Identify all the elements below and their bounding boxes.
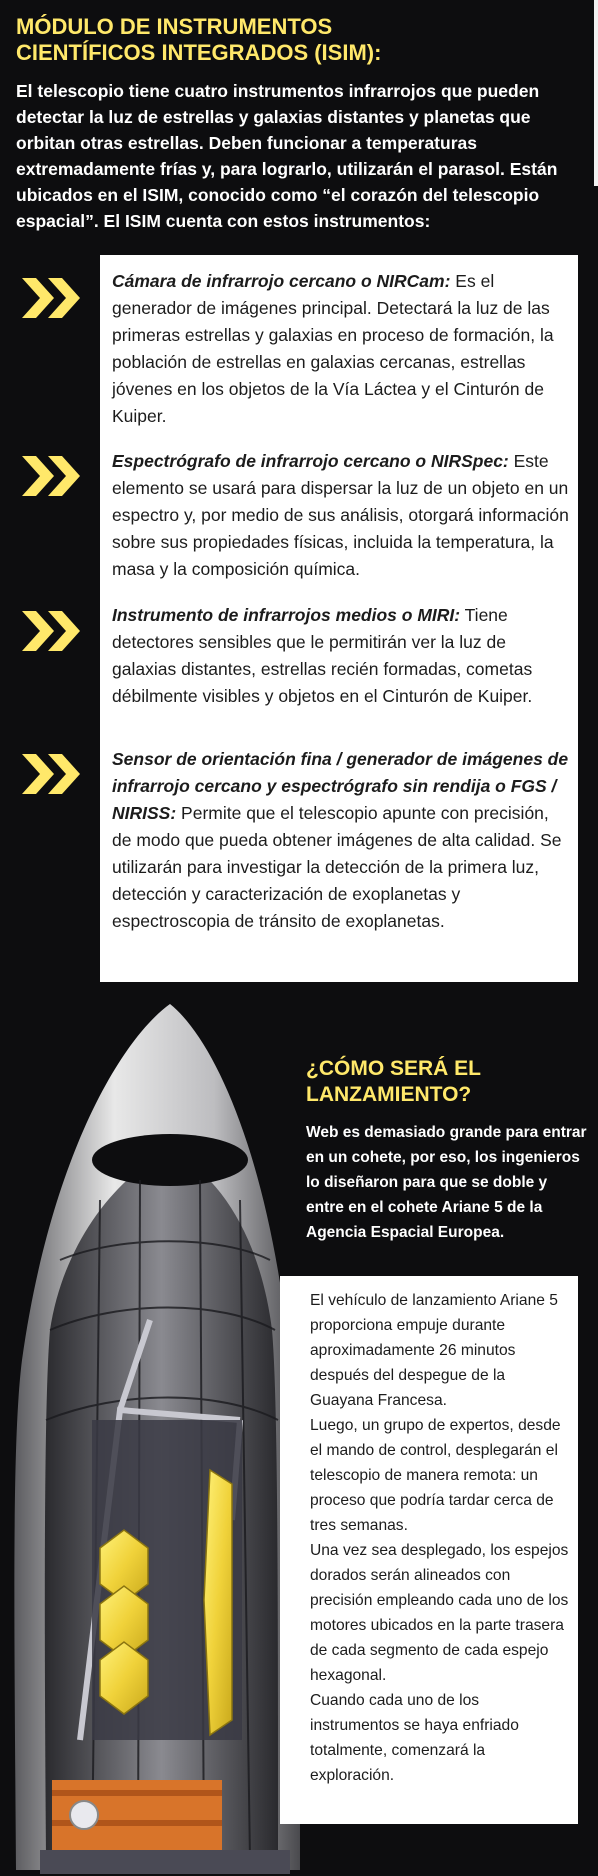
instrument-fgs-niriss [112, 746, 570, 935]
launch-paragraph: Cuando cada uno de los instrumentos se haya enfriado totalmente, comenzará la exploración. [310, 1692, 519, 1784]
launch-paragraph: El vehículo de lanzamiento Ariane 5 proporciona empuje durante aproximadamente 26 minutos después del despegue de la Guayana Francesa. [310, 1292, 558, 1409]
launch-title-line1: ¿CÓMO SERÁ EL [306, 1057, 482, 1080]
double-chevron-right-icon [20, 750, 86, 798]
instrument-name: Sensor de orientación fina / generador de imágenes de infrarrojo cercano y espectrógrafo sin rendija o FGS / NIRISS: [112, 749, 569, 823]
isim-intro: El telescopio tiene cuatro instrumentos infrarrojos que pueden detectar la luz de estrellas y galaxias distantes y planetas que orbitan otras estrellas. Deben funcionar a temperaturas extremadamente frías y, para lograrlo, utilizarán el parasol. Están ubicados en el ISIM, conocido como “el corazón del telescopio espacial”. El ISIM cuenta con estos instrumentos: [16, 81, 558, 231]
instrument-description: Permite que el telescopio apunte con precisión, de modo que pueda obtener imágenes de alta calidad. Se utilizarán para investigar la detección de la primera luz, detección y caracterización de exoplanetas y espectroscopia de tránsito de exoplanetas. [112, 803, 562, 931]
instrument-nirspec [112, 448, 570, 583]
launch-paragraph: Luego, un grupo de expertos, desde el mando de control, desplegarán el telescopio de manera remota: un proceso que podría tardar cerca de tres semanas. [310, 1417, 561, 1534]
instrument-description: Este elemento se usará para dispersar la luz de un objeto en un espectro y, por medio de sus análisis, otorgará información sobre sus propiedades físicas, incluida la temperatura, la masa y la composición química. [112, 451, 569, 579]
launch-description [310, 1288, 570, 1788]
rocket-fairing-telescope-illustration [0, 1000, 320, 1876]
launch-intro: Web es demasiado grande para entrar en un cohete, por eso, los ingenieros lo diseñaron para que se doble y entre en el cohete Ariane 5 de la Agencia Espacial Europea. [306, 1124, 587, 1241]
launch-title [306, 1056, 576, 1108]
launch-paragraph: Una vez sea desplegado, los espejos dorados serán alineados con precisión empleando cada uno de los motores ubicados en la parte trasera de cada segmento de cada espejo hexagonal. [310, 1542, 569, 1684]
edge-divider [594, 0, 598, 186]
double-chevron-right-icon [20, 607, 86, 655]
isim-title-line1: MÓDULO DE INSTRUMENTOS [16, 14, 333, 39]
instrument-description: Tiene detectores sensibles que le permitirán ver la luz de galaxias distantes, estrellas recién formadas, cometas débilmente visibles y objetos en el Cinturón de Kuiper. [112, 605, 533, 706]
double-chevron-right-icon [20, 452, 86, 500]
double-chevron-right-icon [20, 274, 86, 322]
isim-title-line2: CIENTÍFICOS INTEGRADOS (ISIM): [16, 40, 382, 65]
instrument-name: Cámara de infrarrojo cercano o NIRCam: [112, 271, 451, 291]
instrument-description: Es el generador de imágenes principal. Detectará la luz de las primeras estrellas y galaxias en proceso de formación, la población de estrellas en galaxias cercanas, estrellas jóvenes en los objetos de la Vía Láctea y el Cinturón de Kuiper. [112, 271, 554, 426]
launch-title-line2: LANZAMIENTO? [306, 1083, 472, 1106]
instrument-name: Instrumento de infrarrojos medios o MIRI: [112, 605, 461, 625]
instrument-miri [112, 602, 570, 710]
instrument-name: Espectrógrafo de infrarrojo cercano o NIRSpec: [112, 451, 509, 471]
isim-title [16, 14, 556, 66]
instrument-nircam [112, 268, 570, 430]
